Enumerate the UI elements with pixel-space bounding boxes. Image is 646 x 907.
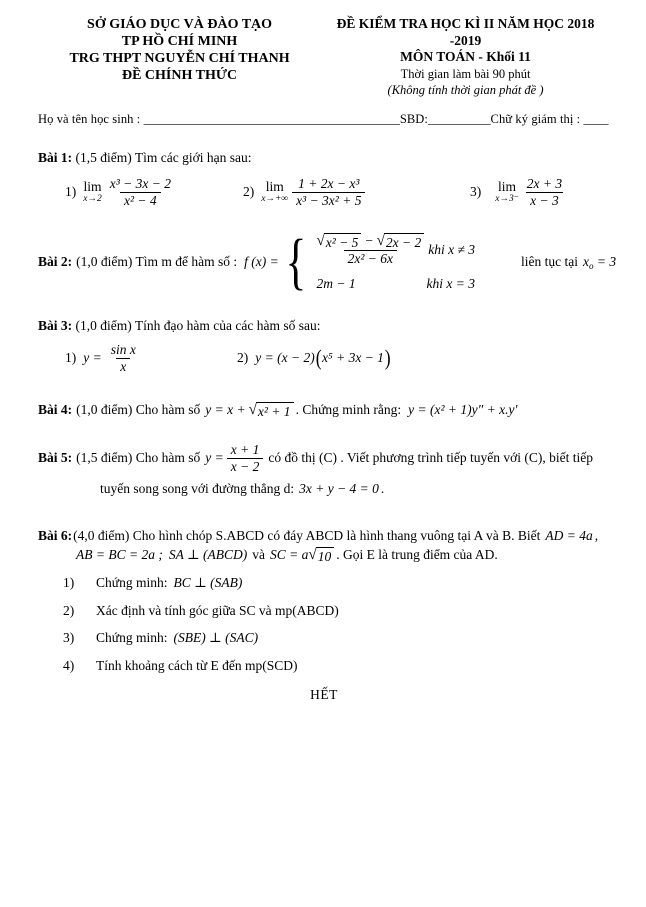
radical-sign: √ [308,547,317,564]
limit-operator: lim x→3⁻ [495,179,519,204]
authority-line: TP HỒ CHÍ MINH [121,34,238,49]
limit-problem-3 [470,176,566,209]
problem-6-label: Bài 6: [38,527,73,543]
fraction: $\frac{\text{1 + 2x − x³}}{\text{x³ − 3x² + 5}}$ [292,176,365,209]
item-number: 2) [237,350,249,365]
fraction: √ x² − 5 − √ 2x − 2 2x² − 6x [312,233,428,267]
problem-3-intro: (1,0 điểm) Tính đạo hàm của các hàm số sau: [75,317,321,333]
case-condition: khi x = 3 [426,275,475,291]
issuing-authority-block [38,16,321,84]
timing-note: (Không tính thời gian phát đề ) [387,83,544,97]
problem-2-intro: (1,0 điểm) Tìm m để hàm số : [76,254,238,269]
exam-title-block [321,16,610,99]
subproblem: 4) Tính khoảng cách từ E đến mp(SCD) [63,657,298,673]
given-SA-perp: SA ⊥ (ABCD) [168,547,248,562]
case-condition: khi x ≠ 3 [428,241,475,257]
problem-3-label: Bài 3: [38,317,73,333]
item-number: 1) [65,184,77,199]
sbd-label: SBD: [399,111,429,126]
piecewise-case-1 [312,233,507,267]
subproblem-math: (SBE) ⊥ (SAC) [173,630,259,645]
student-name-label: Họ và tên học sinh : [38,111,144,126]
item-number: 2) [63,602,75,618]
problem-3-items [65,342,610,375]
problem-6-line1: Bài 6: (4,0 điểm) Cho hình chóp S.ABCD có đáy ABCD là hình thang vuông tại A và B. Biết AD = 4a , [38,527,599,543]
exam-header [38,16,610,99]
sqrt-term: √ x² − 5 [316,233,361,250]
official-exam-label: ĐỀ CHÍNH THỨC [121,68,238,83]
limit-operator: lim x→+∞ [261,179,289,204]
end-of-exam-marker: HẾT [310,686,338,702]
problem-4-label: Bài 4: [38,402,73,417]
piecewise-case-2 [312,276,507,292]
fraction: $\frac{x + 1}{x - 2}$ [227,442,264,475]
subproblem: 2) Xác định và tính góc giữa SC và mp(ABCD) [63,602,339,618]
item-number: 4) [63,657,75,673]
radical-expression: √ x² − 5 − √ 2x − 2 [312,233,428,250]
problem-1-intro: (1,5 điểm) Tìm các giới hạn sau: [75,149,252,165]
problem-4: Bài 4: (1,0 điểm) Cho hàm số y = x + √ x² + 1 . Chứng minh rằng: y = (x² + 1)y″ + x.y′ [38,402,518,419]
given-AD: AD = 4a [545,527,593,543]
given-AB-BC: AB = BC = 2a ; [76,547,163,562]
authority-line: TRG THPT NGUYỄN CHÍ THANH [69,51,290,66]
student-info-line [38,112,610,127]
problem-5-intro: (1,5 điểm) Cho hàm số [76,450,201,465]
case-expression: 2m − 1 [316,275,356,291]
problem-3-heading [38,317,610,334]
item-number: 1) [63,575,75,590]
radical-sign: √ [376,233,385,250]
problem-5-label: Bài 5: [38,450,73,465]
piecewise-cases [312,233,507,292]
limit-operator: lim x→2 [83,179,102,204]
item-number: 2) [243,184,255,199]
radical-sign: √ [316,233,325,250]
derivative-problem-1: 1) y = $\frac{\text{sin x}}{x}$ [65,342,205,375]
problem-2 [38,227,617,296]
big-right-paren: ) [384,345,391,370]
student-name-blank: _________________________________________ [143,111,400,126]
subproblem-math: BC ⊥ (SAB) [173,575,243,590]
identity-to-prove: y = (x² + 1)y″ + x.y′ [408,402,518,417]
problem-6-items [63,574,610,674]
line-equation: 3x + y − 4 = 0 [299,480,379,496]
problem-5-text: có đồ thị (C) . Viết phương trình tiếp tuyến với (C), biết tiếp [268,450,593,465]
item-number: 1) [65,350,77,365]
piecewise-brace: { [285,227,307,296]
fraction: $\frac{2x + 3}{x - 3}$ [526,175,563,208]
big-left-paren: ( [315,345,322,370]
given-SC: SC = a [270,547,309,562]
item-number: 3) [63,630,75,645]
limit-problem-2 [243,176,438,209]
problem-6-line2: AB = BC = 2a ; SA ⊥ (ABCD) và SC = a √ 10 . Gọi E là trung điểm của AD. [76,547,498,564]
problem-5-line2: tuyến song song với đường thẳng d: 3x + y − 4 = 0 . [100,480,385,496]
sbd-blank: __________ [428,111,491,126]
derivative-problem-2: 2) y = (x − 2) ( x⁵ + 3x − 1 ) [237,345,391,370]
problem-5: Bài 5: (1,5 điểm) Cho hàm số y = $\frac{x + 1}{x - 2}$ có đồ thị (C) . Viết phương trình tiếp tuyến với (C), biết tiếp [38,441,593,474]
continuity-point: $x_o = 3$ [582,253,617,271]
authority-line: SỞ GIÁO DỤC VÀ ĐÀO TẠO [87,17,273,32]
problem-4-mid: . Chứng minh rằng: [295,402,402,417]
sqrt-term: √ 2x − 2 [377,233,425,250]
sqrt-term: √ x² + 1 [249,402,294,419]
continuity-text: liên tục tại [521,254,578,269]
limit-problem-1 [65,176,231,209]
problem-6-intro: (4,0 điểm) Cho hình chóp S.ABCD có đáy ABCD là hình thang vuông tại A và B. Biết [73,527,541,543]
fraction: $\frac{\text{x³ − 3x − 2}}{\text{x² − 4}}$ [109,175,171,208]
radical-sign: √ [248,402,257,419]
fraction: $\frac{\text{sin x}}{x}$ [110,341,136,374]
proctor-signature-label: Chữ ký giám thị : [490,111,584,126]
subproblem: 3) Chứng minh: (SBE) ⊥ (SAC) [63,630,259,645]
sqrt-term: √ 10 [308,547,334,564]
problem-4-intro: (1,0 điểm) Cho hàm số [76,402,201,417]
problem-2-label: Bài 2: [38,254,73,269]
proctor-signature-blank: ____ [583,111,609,126]
subject-grade: MÔN TOÁN - Khối 11 [400,49,531,64]
item-number: 3) [470,184,482,199]
function-notation: f (x) = [244,254,279,269]
problem-1-heading [38,149,610,166]
subproblem: 1) Chứng minh: BC ⊥ (SAB) [63,575,243,590]
problem-1-items [65,176,610,209]
exam-title: ĐỀ KIỂM TRA HỌC KÌ II NĂM HỌC 2018 -2019 [336,16,595,48]
problem-1-label: Bài 1: [38,149,73,165]
duration-note: Thời gian làm bài 90 phút [400,66,531,81]
